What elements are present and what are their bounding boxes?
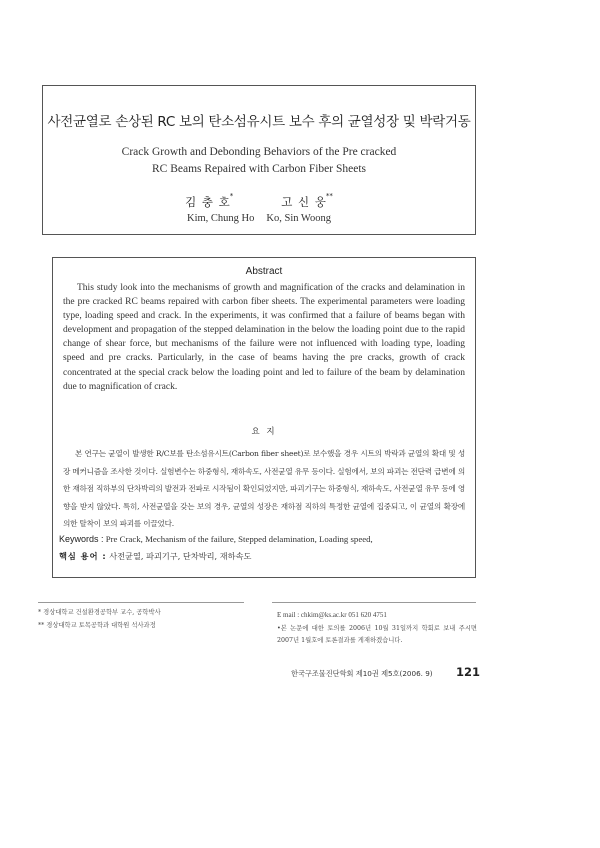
author-2-english: Ko, Sin Woong [266,213,331,224]
footnote-author-1: * 경상대학교 건설환경공학부 교수, 공학박사 [38,609,161,616]
footnote-divider-right [272,602,476,603]
author-1-korean: 김 충 호 [185,195,230,209]
footnote-author-2: ** 경상대학교 토목공학과 대학원 석사과정 [38,622,156,629]
author-1-mark: * [229,192,234,200]
summary-text: 본 연구는 균열이 발생한 R/C보를 탄소섬유시트(Carbon fiber sheet)로 보수했을 경우 시트의 박락과 균열의 확대 및 성장 메커니즘을 조사한 것이다. 실험변수는 하중형식, 재하속도, 사전균열 유무 등이다. 실험에서, 보의 파괴는 전단력 급변에 의한 재하점 직하부의 단차박리의 발전과 전파로 시작됨이 확인되었지만, 파괴기구는 하중형식, 재하속도, 사전균열 유무 등에 영향을 받지 않았다. 특히, 사전균열을 갖는 보의 경우, 균열의 성장은 재하점 직하의 특정한 균열에 집중되고, 이 균열의 확장에 의한 탈착이 보의 파괴를 이끌었다. [63,449,465,528]
footnote-email: E mail : chkim@ks.ac.kr 051 620 4751 [277,611,387,619]
keywords-korean-text: 사전균열, 파괴기구, 단차박리, 재하속도 [109,551,252,561]
title-english [43,144,475,178]
page-number: 121 [456,665,481,679]
author-2-mark: ** [325,192,333,200]
authors-english [43,213,475,224]
keywords-label: Keywords : [59,534,104,544]
title-english-line-1: Crack Growth and Debonding Behaviors of the Pre cracked [121,146,397,158]
keywords-korean [59,551,469,562]
author-1-english: Kim, Chung Ho [187,213,255,224]
footnote-divider-left [38,602,244,603]
footnote-discussion-note: •본 논문에 대한 토의를 2006년 10월 31일까지 학회로 보내 주시면 2007년 1월호에 토론결과를 게재하겠습니다. [277,625,477,644]
authors-korean [43,194,475,210]
abstract-heading: Abstract [245,266,283,277]
title-english-line-2: RC Beams Repaired with Carbon Fiber Sheets [152,163,366,175]
summary-heading: 요 지 [251,427,277,437]
keywords-text: Pre Crack, Mechanism of the failure, Stepped delamination, Loading speed, [105,534,373,544]
title-box [42,85,476,235]
journal-citation: 한국구조물진단학회 제10권 제5호(2006. 9) [291,669,433,678]
keywords-korean-label: 핵심 용어 : [59,551,107,561]
title-korean: 사전균열로 손상된 RC 보의 탄소섬유시트 보수 후의 균열성장 및 박락거동 [47,114,471,130]
abstract-text: This study look into the mechanisms of growth and magnification of the cracks and delamination in the pre cracked RC beams repaired with carbon fiber sheets. The experimental parameters were loading type, loading speed and crack. In the experiments, it was confirmed that a failure of beams began with development and propagation of the stepped delamination in the below the loading point due to the rapid change of shear force, but mechanisms of the failure were not influenced with loading type, loading speed and pre cracks. Particularly, in the case of beams having the pre cracks, growth of crack concentrated at the special crack below the loading point and led to failure of the beam by delamination due to magnification of crack. [63,283,465,392]
abstract-box [52,257,476,578]
author-2-korean: 고 신 웅 [281,195,326,209]
keywords-english [59,534,469,544]
